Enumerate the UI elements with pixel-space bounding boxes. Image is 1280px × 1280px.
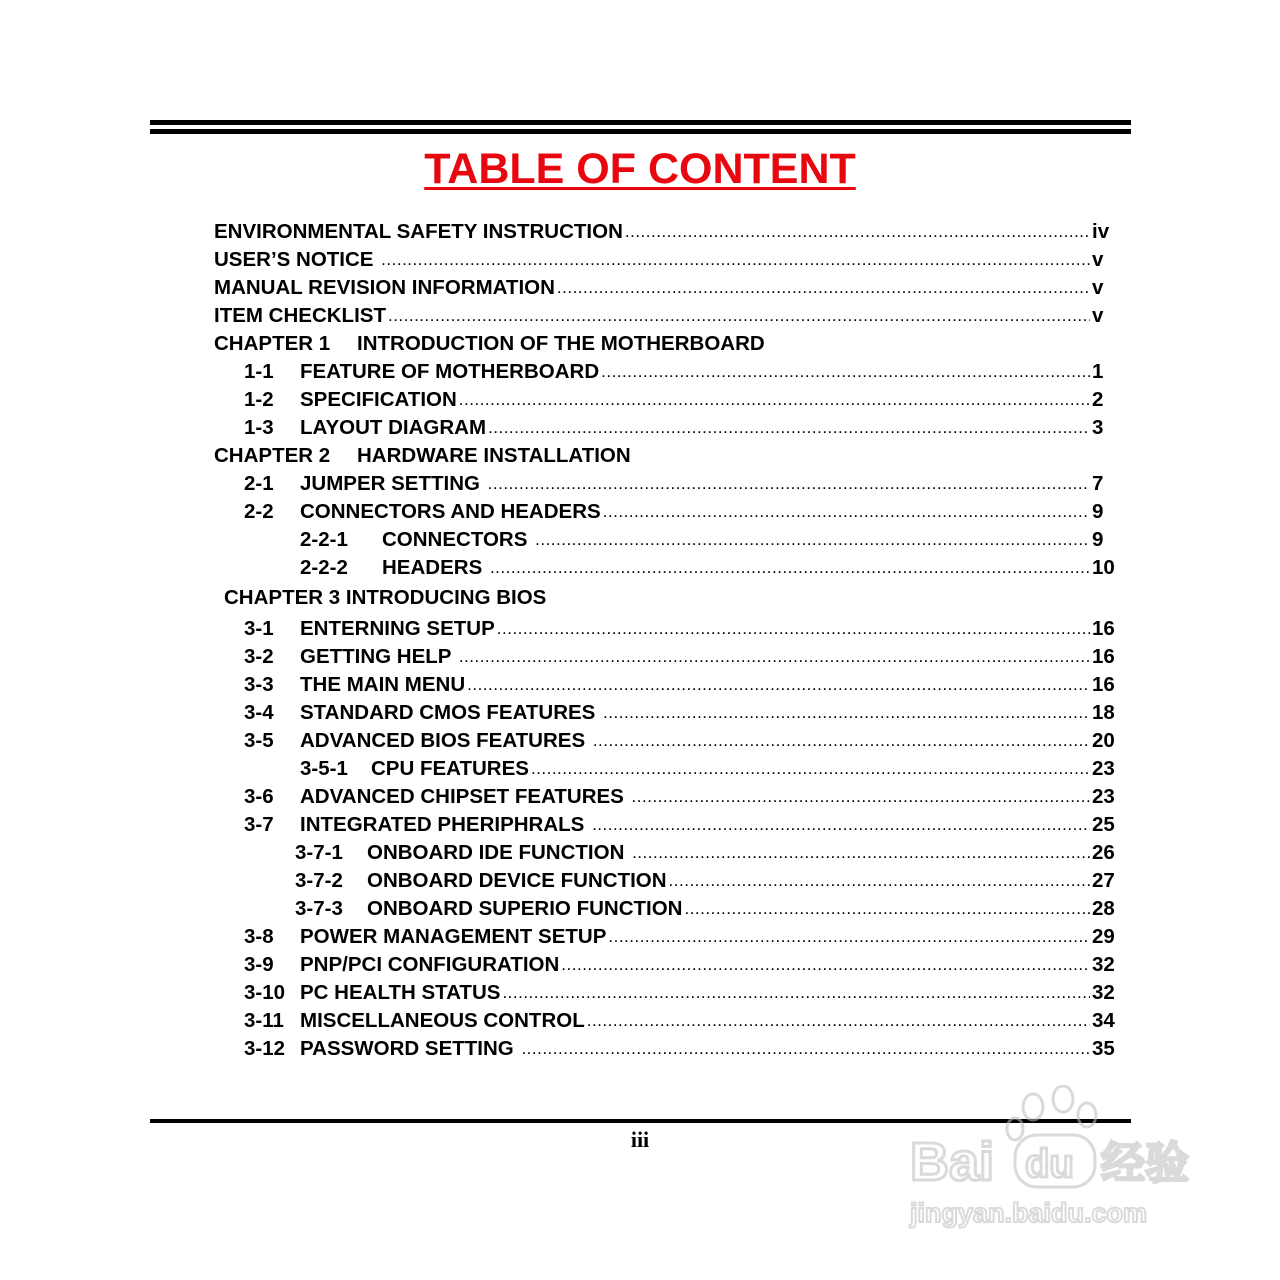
- toc-entry-page: 18: [1092, 701, 1115, 724]
- toc-entry: [214, 274, 1125, 302]
- toc-entry: [214, 218, 1125, 246]
- toc-entry-title: CPU FEATURES: [371, 757, 529, 780]
- toc-entry-leader: [669, 867, 1090, 895]
- toc-entry-leader: [684, 895, 1090, 923]
- toc-entry: [244, 643, 1125, 671]
- toc-entry: [244, 923, 1125, 951]
- toc-entry-page: 32: [1092, 953, 1115, 976]
- toc-entry-number: 1-1: [244, 360, 274, 383]
- toc-entry: [244, 979, 1125, 1007]
- watermark-paw-text: du: [1025, 1142, 1074, 1186]
- toc-entry-number: 1-3: [244, 416, 274, 439]
- toc-entry-number: 3-10: [244, 981, 286, 1004]
- paw-toe-icon: [1023, 1094, 1043, 1120]
- toc-entry: [244, 358, 1125, 386]
- toc-entry-number: 3-5-1: [300, 757, 348, 780]
- paw-toe-icon: [1078, 1103, 1096, 1127]
- toc-entry-leader: [587, 1007, 1090, 1035]
- toc-entry-leader: [490, 554, 1090, 582]
- toc-entry-number: 3-6: [244, 785, 274, 808]
- toc-entry-page: v: [1092, 304, 1104, 327]
- toc-entry: [244, 699, 1125, 727]
- toc-entry-title: ENTERNING SETUP: [300, 617, 495, 640]
- header-rule-lower: [150, 129, 1131, 134]
- toc-entry-leader: [467, 671, 1090, 699]
- toc-entry-title: FEATURE OF MOTHERBOARD: [300, 360, 600, 383]
- toc-entry-number: 2-1: [244, 472, 274, 495]
- toc-entry-number: 3-7-2: [295, 869, 343, 892]
- toc-entry-title: STANDARD CMOS FEATURES: [300, 701, 602, 724]
- toc-entry-number: 3-7-3: [295, 897, 343, 920]
- toc-entry-title: ADVANCED CHIPSET FEATURES: [300, 785, 630, 808]
- toc-entry-page: 16: [1092, 673, 1115, 696]
- toc-entry-leader: [502, 979, 1090, 1007]
- toc-entry-title: MANUAL REVISION INFORMATION: [214, 276, 555, 299]
- toc-entry: [214, 302, 1125, 330]
- toc-entry-page: v: [1092, 276, 1104, 299]
- toc-entry-title: HARDWARE INSTALLATION: [357, 444, 631, 467]
- toc-entry-title: CHAPTER 3 INTRODUCING BIOS: [224, 586, 547, 609]
- toc-entry-leader: [593, 727, 1090, 755]
- toc-entry: [244, 498, 1125, 526]
- toc-entry-leader: [592, 811, 1090, 839]
- toc-entry-leader: [521, 1035, 1090, 1063]
- toc-entry-page: 28: [1092, 897, 1115, 920]
- toc-entry-title: SPECIFICATION: [300, 388, 457, 411]
- toc-entry-number: 3-5: [244, 729, 274, 752]
- toc-entry-number: 3-9: [244, 953, 274, 976]
- toc-entry-leader: [557, 274, 1090, 302]
- toc-entry-leader: [497, 615, 1090, 643]
- toc-entry-page: 3: [1092, 416, 1104, 439]
- toc-entry-title: LAYOUT DIAGRAM: [300, 416, 487, 439]
- toc-entry: [244, 811, 1125, 839]
- toc-entry-title: CONNECTORS: [382, 528, 534, 551]
- toc-entry-number: 3-11: [244, 1009, 284, 1032]
- toc-entry-number: 3-8: [244, 925, 274, 948]
- toc-entry: [300, 526, 1125, 554]
- toc-entry-leader: [535, 526, 1090, 554]
- toc-entry-page: 34: [1092, 1009, 1115, 1032]
- toc-entry-title: CONNECTORS AND HEADERS: [300, 500, 601, 523]
- toc-entry-page: iv: [1092, 220, 1110, 243]
- toc-entry-leader: [632, 839, 1090, 867]
- toc-entry-title: ONBOARD DEVICE FUNCTION: [367, 869, 667, 892]
- toc-entry-title: MISCELLANEOUS CONTROL: [300, 1009, 585, 1032]
- toc-entry-title: INTEGRATED PHERIPHRALS: [300, 813, 591, 836]
- toc-entry-leader: [381, 246, 1090, 274]
- toc-entry-page: 35: [1092, 1037, 1115, 1060]
- toc-entry-page: 23: [1092, 757, 1115, 780]
- toc-entry-leader: [531, 755, 1090, 783]
- toc-entry: [244, 470, 1125, 498]
- toc-entry-leader: [459, 643, 1090, 671]
- toc-entry: [295, 895, 1125, 923]
- toc-entry-leader: [561, 951, 1090, 979]
- page-number: iii: [630, 1127, 650, 1152]
- toc-entry-number: 3-2: [244, 645, 274, 668]
- paw-toe-icon: [1007, 1118, 1023, 1140]
- toc-entry-leader: [603, 498, 1090, 526]
- toc-entry: [244, 1035, 1125, 1063]
- toc-entry-page: 10: [1092, 556, 1115, 579]
- toc-entry-number: 1-2: [244, 388, 274, 411]
- toc-entry-title: ONBOARD SUPERIO FUNCTION: [367, 897, 683, 920]
- toc-entry-title: PC HEALTH STATUS: [300, 981, 501, 1004]
- toc-entry-page: v: [1092, 248, 1104, 271]
- toc-entry: [244, 951, 1125, 979]
- toc-entry: [295, 839, 1125, 867]
- paw-toe-icon: [1053, 1086, 1073, 1112]
- toc-entry-number: 3-4: [244, 701, 274, 724]
- toc-entry-page: 23: [1092, 785, 1115, 808]
- toc-entry-leader: [459, 386, 1090, 414]
- toc-entry-title: ITEM CHECKLIST: [214, 304, 386, 327]
- toc-entry-number: CHAPTER 1: [214, 332, 331, 355]
- toc-entry-title: ENVIRONMENTAL SAFETY INSTRUCTION: [214, 220, 623, 243]
- toc-entry-number: 2-2-1: [300, 528, 348, 551]
- toc-entry-number: 3-12: [244, 1037, 286, 1060]
- baidu-watermark: [905, 1085, 1205, 1235]
- toc-entry-title: ADVANCED BIOS FEATURES: [300, 729, 591, 752]
- toc-entry-title: PASSWORD SETTING: [300, 1037, 520, 1060]
- toc-entry: [244, 671, 1125, 699]
- toc-entry-number: 3-7: [244, 813, 274, 836]
- toc-entry-page: 20: [1092, 729, 1115, 752]
- toc-entry-page: 27: [1092, 869, 1115, 892]
- toc-entry-title: HEADERS: [382, 556, 488, 579]
- page-title-text: TABLE OF CONTENT: [424, 145, 856, 193]
- toc-entry-page: 26: [1092, 841, 1115, 864]
- toc-entry: [244, 386, 1125, 414]
- toc-entry-number: 2-2: [244, 500, 274, 523]
- toc-entry-number: 3-1: [244, 617, 274, 640]
- toc-entry: [295, 867, 1125, 895]
- toc-entry-page: 16: [1092, 617, 1115, 640]
- toc-entry-title: ONBOARD IDE FUNCTION: [367, 841, 631, 864]
- toc-entry-page: 25: [1092, 813, 1115, 836]
- toc-entry-page: 7: [1092, 472, 1104, 495]
- toc-entry-page: 32: [1092, 981, 1115, 1004]
- toc-entry-number: 3-7-1: [295, 841, 343, 864]
- toc-entry-leader: [603, 699, 1090, 727]
- toc-entry: [244, 615, 1125, 643]
- toc-entry-leader: [488, 414, 1090, 442]
- toc-entry-number: 2-2-2: [300, 556, 348, 579]
- toc-entry-leader: [388, 302, 1090, 330]
- toc-entry-number: 3-3: [244, 673, 274, 696]
- toc-entry: [214, 442, 1125, 470]
- toc-entry-page: 29: [1092, 925, 1115, 948]
- toc-entry-page: 16: [1092, 645, 1115, 668]
- watermark-cn: 经验: [1101, 1138, 1189, 1189]
- toc-entry-page: 1: [1092, 360, 1104, 383]
- toc-entry-title: THE MAIN MENU: [300, 673, 466, 696]
- toc-entry-page: 9: [1092, 528, 1104, 551]
- toc-entry-page: 2: [1092, 388, 1104, 411]
- toc-entry-leader: [625, 218, 1090, 246]
- toc-entry-title: PNP/PCI CONFIGURATION: [300, 953, 560, 976]
- toc-entry-page: 9: [1092, 500, 1104, 523]
- toc-entry: [244, 414, 1125, 442]
- toc-entry-title: USER’S NOTICE: [214, 248, 380, 271]
- toc-entry: [214, 330, 1125, 358]
- toc-entry-title: INTRODUCTION OF THE MOTHERBOARD: [357, 332, 765, 355]
- toc-entry-leader: [608, 923, 1090, 951]
- toc-entry: [244, 1007, 1125, 1035]
- toc-entry: [224, 584, 1125, 612]
- toc-entry-title: POWER MANAGEMENT SETUP: [300, 925, 607, 948]
- toc-entry: [244, 727, 1125, 755]
- toc-entry: [300, 755, 1125, 783]
- toc-entry-title: GETTING HELP: [300, 645, 457, 668]
- toc-entry-leader: [488, 470, 1090, 498]
- page-title: [0, 140, 1280, 198]
- toc-entry-leader: [601, 358, 1090, 386]
- toc-entry-title: JUMPER SETTING: [300, 472, 486, 495]
- toc-entry-leader: [632, 783, 1090, 811]
- toc-entry: [214, 246, 1125, 274]
- toc-entry-number: CHAPTER 2: [214, 444, 331, 467]
- toc-entry: [300, 554, 1125, 582]
- watermark-url: jingyan.baidu.com: [910, 1198, 1148, 1228]
- watermark-brand: Bai: [910, 1132, 995, 1192]
- header-rule-upper: [150, 120, 1131, 125]
- toc-entry: [244, 783, 1125, 811]
